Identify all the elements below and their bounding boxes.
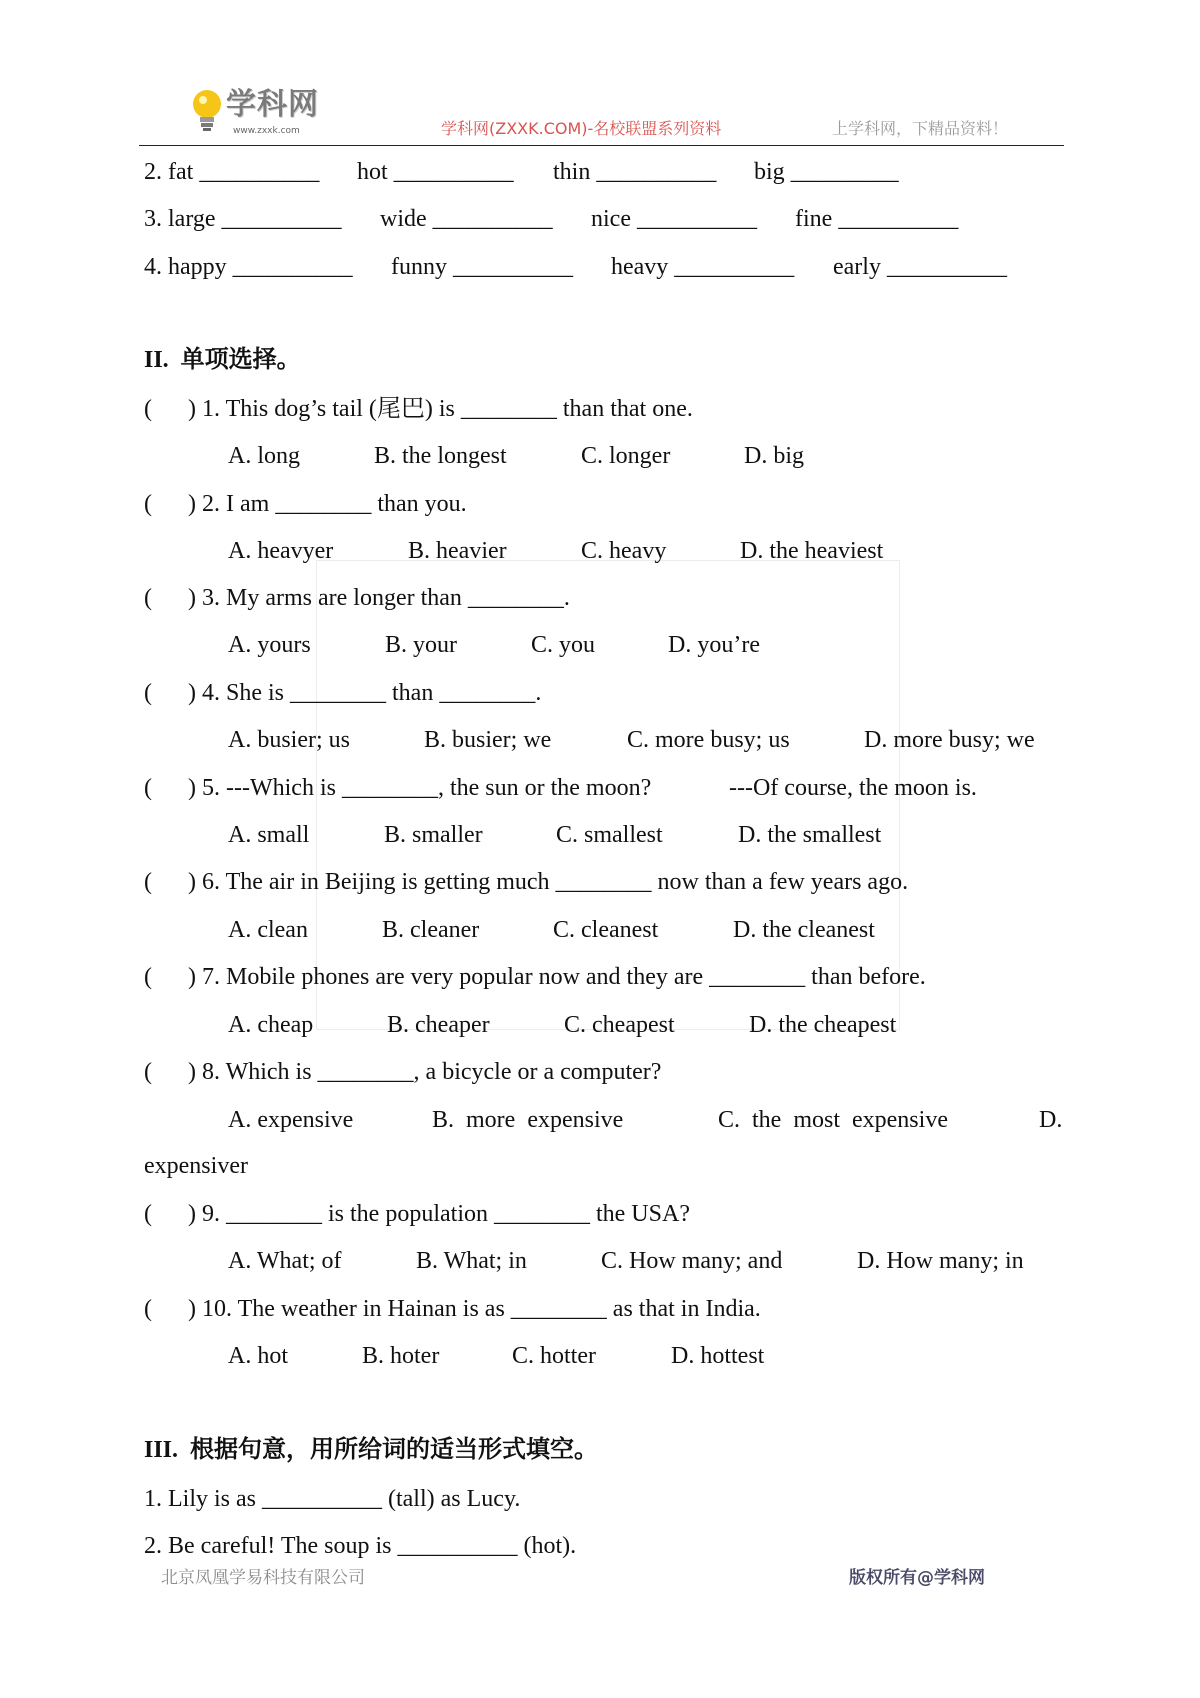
- question-text: 4. She is ________ than ________.: [202, 680, 542, 706]
- option-b: B. What; in: [416, 1248, 527, 1274]
- option-b: B. hoter: [362, 1343, 440, 1369]
- word-form-item: early __________: [833, 254, 1007, 280]
- option-a: A. small: [228, 822, 310, 848]
- option-a: A. clean: [228, 917, 308, 943]
- option-b: B. more expensive: [432, 1107, 624, 1133]
- question-reply-text: ---Of course, the moon is.: [729, 775, 977, 801]
- option-a: A. hot: [228, 1343, 288, 1369]
- option-c: C. more busy; us: [627, 727, 790, 753]
- section-2-title: II. 单项选择。: [144, 347, 301, 373]
- header-right-text: 上学科网，下精品资料！: [832, 119, 1009, 138]
- option-c: C. the most expensive: [718, 1107, 948, 1133]
- option-c: C. smallest: [556, 822, 663, 848]
- option-c: C. cheapest: [564, 1012, 675, 1038]
- footer-company: 北京凤凰学易科技有限公司: [161, 1568, 365, 1588]
- question-text: 5. ---Which is ________, the sun or the moon?: [202, 775, 652, 801]
- option-d: D. the cheapest: [749, 1012, 897, 1038]
- word-form-item: heavy __________: [611, 254, 795, 280]
- answer-bracket: ( ): [144, 1059, 196, 1085]
- question-text: 6. The air in Beijing is getting much ________ now than a few years ago.: [202, 869, 909, 895]
- option-c: C. How many; and: [601, 1248, 783, 1274]
- option-a: A. cheap: [228, 1012, 314, 1038]
- answer-bracket: ( ): [144, 1296, 196, 1322]
- header-divider: [139, 145, 1064, 146]
- option-a: A. heavyer: [228, 538, 334, 564]
- option-b: B. your: [385, 632, 457, 658]
- option-b: B. busier; we: [424, 727, 552, 753]
- section-3-title: III. 根据句意，用所给词的适当形式填空。: [144, 1437, 599, 1463]
- answer-bracket: ( ): [144, 964, 196, 990]
- option-a: A. busier; us: [228, 727, 350, 753]
- option-c: C. you: [531, 632, 596, 658]
- question-text: 10. The weather in Hainan is as ________ as that in India.: [202, 1296, 761, 1322]
- question-text: 2. I am ________ than you.: [202, 491, 467, 517]
- option-continuation: expensiver: [144, 1153, 248, 1179]
- logo-subtext: www.zxxk.com: [233, 126, 300, 136]
- option-a: A. yours: [228, 632, 311, 658]
- option-b: B. cheaper: [387, 1012, 490, 1038]
- answer-bracket: ( ): [144, 491, 196, 517]
- option-d: D. hottest: [671, 1343, 765, 1369]
- word-form-item: nice __________: [591, 206, 757, 232]
- word-form-item: big _________: [754, 159, 899, 185]
- answer-bracket: ( ): [144, 869, 196, 895]
- word-form-item: 3. large __________: [144, 206, 342, 232]
- option-d: D. you’re: [668, 632, 760, 658]
- answer-bracket: ( ): [144, 775, 196, 801]
- header-center-text: 学科网(ZXXK.COM)-名校联盟系列资料: [441, 119, 722, 138]
- question-text: 1. This dog’s tail (尾巴) is ________ than that one.: [202, 396, 693, 422]
- option-c: C. hotter: [512, 1343, 596, 1369]
- answer-bracket: ( ): [144, 585, 196, 611]
- word-form-item: wide __________: [380, 206, 553, 232]
- option-a: A. expensive: [228, 1107, 354, 1133]
- logo-text: 学科网: [226, 87, 319, 122]
- option-d: D. the smallest: [738, 822, 882, 848]
- question-text: 3. My arms are longer than ________.: [202, 585, 570, 611]
- option-d: D. more busy; we: [864, 727, 1035, 753]
- option-c: C. cleanest: [553, 917, 659, 943]
- option-b: B. cleaner: [382, 917, 480, 943]
- fill-blank-item: 2. Be careful! The soup is __________ (hot).: [144, 1533, 577, 1559]
- question-text: 8. Which is ________, a bicycle or a computer?: [202, 1059, 662, 1085]
- option-a: A. What; of: [228, 1248, 342, 1274]
- option-b: B. heavier: [408, 538, 507, 564]
- question-text: 7. Mobile phones are very popular now and they are ________ than before.: [202, 964, 926, 990]
- option-c: C. heavy: [581, 538, 667, 564]
- word-form-item: thin __________: [553, 159, 717, 185]
- answer-bracket: ( ): [144, 680, 196, 706]
- word-form-item: 2. fat __________: [144, 159, 320, 185]
- option-d: D. big: [744, 443, 804, 469]
- option-d: D.: [1039, 1107, 1063, 1133]
- word-form-item: 4. happy __________: [144, 254, 353, 280]
- fill-blank-item: 1. Lily is as __________ (tall) as Lucy.: [144, 1486, 521, 1512]
- answer-bracket: ( ): [144, 396, 196, 422]
- option-d: D. How many; in: [857, 1248, 1024, 1274]
- word-form-item: funny __________: [391, 254, 573, 280]
- option-b: B. smaller: [384, 822, 483, 848]
- word-form-item: hot __________: [357, 159, 514, 185]
- option-b: B. the longest: [374, 443, 507, 469]
- answer-bracket: ( ): [144, 1201, 196, 1227]
- question-text: 9. ________ is the population ________ the USA?: [202, 1201, 690, 1227]
- option-c: C. longer: [581, 443, 671, 469]
- footer-copyright: 版权所有@学科网: [849, 1568, 985, 1588]
- option-d: D. the cleanest: [733, 917, 875, 943]
- word-form-item: fine __________: [795, 206, 959, 232]
- option-a: A. long: [228, 443, 300, 469]
- option-d: D. the heaviest: [740, 538, 884, 564]
- logo-icon: [185, 86, 229, 138]
